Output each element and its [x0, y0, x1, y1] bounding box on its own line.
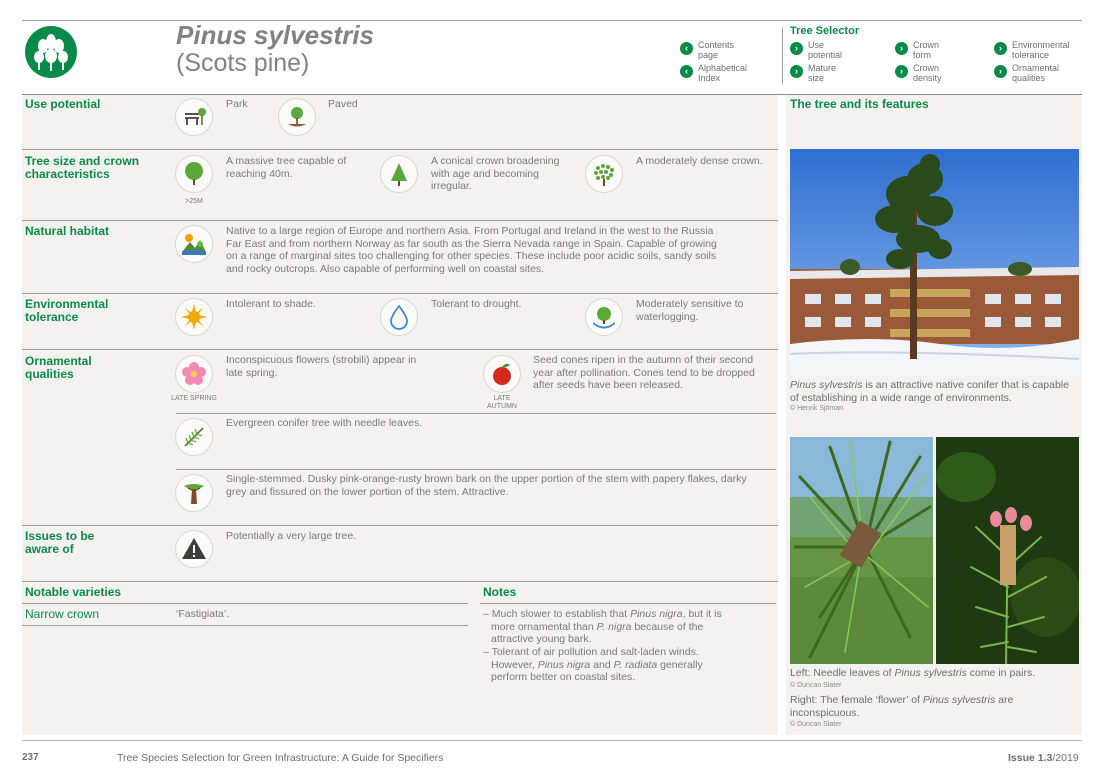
- issue-year: /2019: [1052, 752, 1079, 764]
- notes-title: Notes: [483, 585, 517, 599]
- footer-rule: [22, 740, 1082, 741]
- issues-title: Issues to be aware of: [25, 529, 95, 556]
- bark-stem-icon: [175, 474, 213, 512]
- crown-density-icon: [585, 155, 623, 193]
- tree-selector-title: Tree Selector: [790, 25, 860, 37]
- note-text: and: [590, 658, 614, 671]
- nav-label: Ornamental qualities: [1012, 63, 1060, 83]
- rule: [176, 413, 776, 414]
- chevron-right-icon: ›: [790, 65, 803, 78]
- note-text: because of the attractive young bark.: [491, 620, 704, 645]
- flower-icon: [175, 355, 213, 393]
- caption-3: [790, 694, 1080, 719]
- species-name: Pinus sylvestris: [176, 20, 374, 50]
- nav-label: Crown form: [913, 40, 940, 60]
- note-2: [483, 646, 738, 684]
- caption-1: [790, 379, 1080, 404]
- drought-text: Tolerant to drought.: [431, 298, 522, 310]
- habitat-text: Native to a large region of Europe and northern Asia. From Portugal and Ireland in the west to the Russia Far East and from northern Norway as far south as the Sierra Nevada range in Spain. Capable of growing on a range of marginal sites too challenging for other species. These include poor acidic soils, sandy soils and rocky outcrops. Also capable of performing well on coastal sites.: [226, 225, 717, 275]
- chevron-right-icon: ›: [895, 42, 908, 55]
- caption-2: [790, 667, 1080, 680]
- caption-species: Pinus sylvestris: [790, 379, 863, 391]
- rule: [22, 603, 468, 604]
- flower-photo: [936, 437, 1079, 664]
- issue-label: Issue 1.3: [1008, 752, 1053, 764]
- habitat-landscape-icon: [175, 225, 213, 263]
- nav-label: Crown density: [913, 63, 942, 83]
- crown-form-text: A conical crown broadening with age and becoming irregular.: [431, 155, 560, 192]
- chevron-right-icon: ›: [994, 42, 1007, 55]
- note-species: Pinus nigra: [537, 658, 591, 671]
- ornamental-title: Ornamental qualities: [25, 354, 92, 381]
- varieties-title: Notable varieties: [25, 585, 122, 599]
- nav-label: Contents page: [698, 40, 735, 60]
- use-potential-title: Use potential: [25, 97, 101, 111]
- common-name: (Scots pine): [176, 49, 310, 77]
- nav-alphabetical-index[interactable]: [680, 64, 768, 83]
- rule: [22, 581, 778, 582]
- caption-text: is an attractive native conifer that is capable of establishing in a wide range of environments.: [790, 379, 1069, 404]
- nav-label: Use potential: [808, 40, 843, 60]
- paved-icon: [278, 98, 316, 136]
- rule: [22, 349, 778, 350]
- size-label: >25M: [185, 198, 203, 205]
- warning-icon: [175, 530, 213, 568]
- flower-text: Inconspicuous flowers (strobili) appear in late spring.: [226, 354, 417, 379]
- waterlogging-text: Moderately sensitive to waterlogging.: [636, 298, 744, 323]
- conical-crown-icon: [380, 155, 418, 193]
- credit-1: © Henrik Sjöman: [790, 405, 844, 412]
- note-text: – Much slower to establish that: [483, 608, 631, 620]
- fruit-text: Seed cones ripen in the autumn of their second year after pollination. Cones tend to be dropped after seeds have been released.: [533, 354, 755, 391]
- size-text: A massive tree capable of reaching 40m.: [226, 155, 347, 180]
- rule: [480, 603, 776, 604]
- use-park-label: Park: [226, 98, 248, 110]
- habitat-title: Natural habitat: [25, 224, 110, 238]
- rule: [22, 149, 778, 150]
- tree-photo: [790, 149, 1079, 376]
- chevron-right-icon: ›: [994, 65, 1007, 78]
- rule: [22, 220, 778, 221]
- chevron-left-icon: ‹: [680, 42, 693, 55]
- page-number: 237: [22, 752, 39, 763]
- note-text: generally perform better on coastal sites.: [491, 658, 703, 683]
- rule: [22, 525, 778, 526]
- logo-icon: [25, 26, 77, 78]
- note-species: Pinus nigra: [630, 608, 683, 620]
- caption-text: are inconspicuous.: [790, 694, 1014, 719]
- caption-text: Right: The female ‘flower’ of: [790, 694, 923, 706]
- flower-season-label: LATE SPRING: [171, 395, 217, 402]
- nav-label: Environmental tolerance: [1012, 40, 1070, 60]
- nav-label: Mature size: [808, 63, 837, 83]
- note-species: P. radiata: [613, 658, 658, 671]
- variety-name: Narrow crown: [25, 607, 100, 621]
- nav-label: Alphabetical Index: [698, 63, 748, 83]
- large-tree-icon: [175, 155, 213, 193]
- issues-text: Potentially a very large tree.: [226, 530, 357, 542]
- rule: [22, 625, 468, 626]
- note-text: – Tolerant of air pollution and salt-laden winds. However,: [483, 646, 699, 671]
- bark-text: Single-stemmed. Dusky pink-orange-rusty brown bark on the upper portion of the stem with papery flakes, darky grey and fissured on the lower portion of the stem. Attractive.: [226, 473, 747, 498]
- nav-contents-page[interactable]: [680, 41, 753, 60]
- leaf-text: Evergreen conifer tree with needle leaves.: [226, 417, 423, 429]
- environment-title: Environmental tolerance: [25, 297, 109, 324]
- caption-species: Pinus sylvestris: [894, 667, 967, 679]
- park-bench-icon: [175, 98, 213, 136]
- rule: [22, 293, 778, 294]
- credit-3: © Duncan Slater: [790, 721, 842, 728]
- use-paved-label: Paved: [328, 98, 358, 110]
- issue-number: [1008, 752, 1079, 764]
- caption-species: Pinus sylvestris: [922, 694, 996, 706]
- water-drop-icon: [380, 298, 418, 336]
- chevron-right-icon: ›: [895, 65, 908, 78]
- footer-title: Tree Species Selection for Green Infrastructure: A Guide for Specifiers: [117, 752, 444, 764]
- shade-text: Intolerant to shade.: [226, 298, 316, 310]
- selector-mature-size[interactable]: [790, 64, 848, 83]
- size-title: Tree size and crown characteristics: [25, 154, 140, 181]
- selector-use-potential[interactable]: [790, 41, 858, 60]
- fruit-season-label: LATE AUTUMN: [487, 395, 517, 410]
- chevron-right-icon: ›: [790, 42, 803, 55]
- rule: [176, 469, 776, 470]
- selector-divider: [782, 28, 783, 84]
- fruit-icon: [483, 355, 521, 393]
- selector-crown-density[interactable]: [895, 64, 953, 83]
- crown-density-text: A moderately dense crown.: [636, 155, 763, 167]
- variety-cultivar: ‘Fastigiata’.: [176, 608, 230, 620]
- note-1: [483, 608, 738, 646]
- selector-ornamental-qualities[interactable]: [994, 64, 1082, 83]
- note-text: , but it is more ornamental than: [491, 608, 722, 633]
- selector-environmental-tolerance[interactable]: [994, 41, 1092, 60]
- needle-leaf-icon: [175, 418, 213, 456]
- caption-text: come in pairs.: [966, 667, 1036, 679]
- caption-text: Left: Needle leaves of: [790, 667, 895, 679]
- note-species: P. nigra: [596, 620, 632, 633]
- waterlogging-icon: [585, 298, 623, 336]
- header-rule: [22, 94, 1082, 95]
- credit-2: © Duncan Slater: [790, 682, 842, 689]
- chevron-left-icon: ‹: [680, 65, 693, 78]
- sun-icon: [175, 298, 213, 336]
- needle-photo: [790, 437, 933, 664]
- features-title: The tree and its features: [790, 97, 929, 111]
- selector-crown-form[interactable]: [895, 41, 953, 60]
